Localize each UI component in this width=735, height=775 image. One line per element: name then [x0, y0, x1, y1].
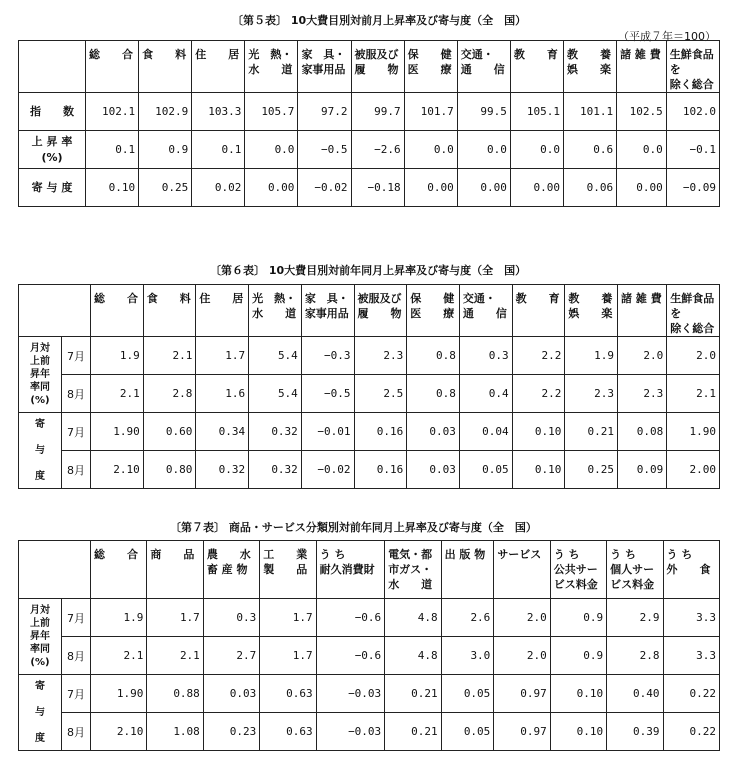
table-cell: 2.1: [91, 637, 147, 675]
table-cell: 0.21: [385, 675, 441, 713]
table-cell: 1.9: [91, 337, 144, 375]
table-cell: 0.21: [565, 413, 618, 451]
table-cell: 0.9: [550, 599, 606, 637]
table-cell: −0.09: [666, 169, 719, 207]
table-cell: 0.10: [512, 413, 565, 451]
table-cell: 2.0: [494, 599, 550, 637]
column-header: サービス: [494, 541, 550, 599]
table-cell: −0.03: [316, 675, 385, 713]
table-cell: 2.10: [91, 713, 147, 751]
table-row: [19, 337, 720, 375]
table-cell: 0.0: [404, 131, 457, 169]
table-cell: 0.60: [143, 413, 196, 451]
table-row: [19, 637, 720, 675]
table-cell: 2.3: [618, 375, 667, 413]
column-header: 光 熱・ 水 道: [245, 41, 298, 93]
table-row: [19, 675, 720, 713]
row-label: 上 昇 率 (%): [19, 131, 86, 169]
table-cell: 0.9: [139, 131, 192, 169]
table-cell: 102.5: [617, 93, 667, 131]
table-cell: 1.7: [260, 599, 316, 637]
column-header: 出 版 物: [441, 541, 494, 599]
table-row: [19, 599, 720, 637]
table-cell: 1.9: [565, 337, 618, 375]
table-cell: 0.39: [607, 713, 663, 751]
column-header: 工 業 製 品: [260, 541, 316, 599]
group-label: 月対 上前 昇年 率同 (%): [19, 337, 62, 413]
column-header: 家 具・ 家事用品: [301, 285, 354, 337]
table-cell: 103.3: [192, 93, 245, 131]
table-cell: 2.8: [607, 637, 663, 675]
table-cell: 2.3: [565, 375, 618, 413]
table-cell: 0.63: [260, 675, 316, 713]
table-cell: −0.6: [316, 637, 385, 675]
table-cell: 1.90: [91, 413, 144, 451]
table-cell: 4.8: [385, 599, 441, 637]
table-row: [19, 93, 720, 131]
table-cell: 2.0: [618, 337, 667, 375]
column-header: 光 熱・ 水 道: [249, 285, 302, 337]
table-cell: 105.1: [510, 93, 563, 131]
column-header: う ち 外 食: [663, 541, 719, 599]
table-cell: 0.16: [354, 413, 407, 451]
group-label: 月対 上前 昇年 率同 (%): [19, 599, 62, 675]
table-cell: 0.8: [407, 375, 460, 413]
table-cell: 0.05: [459, 451, 512, 489]
table-cell: 0.09: [618, 451, 667, 489]
table-cell: 0.32: [249, 451, 302, 489]
table-cell: 0.34: [196, 413, 249, 451]
table-cell: 102.1: [86, 93, 139, 131]
table-cell: 102.0: [666, 93, 719, 131]
table-cell: 1.7: [260, 637, 316, 675]
column-header: 交通・ 通 信: [457, 41, 510, 93]
table-cell: 2.1: [143, 337, 196, 375]
table-cell: 0.21: [385, 713, 441, 751]
corner-cell: [19, 541, 91, 599]
table-cell: 0.10: [550, 675, 606, 713]
table-cell: 0.10: [512, 451, 565, 489]
table-cell: 101.7: [404, 93, 457, 131]
table-row: [19, 131, 720, 169]
table-cell: −0.02: [298, 169, 351, 207]
table-cell: 2.2: [512, 337, 565, 375]
table-cell: 3.0: [441, 637, 494, 675]
table-cell: 1.08: [147, 713, 203, 751]
column-header: 保 健 医 療: [407, 285, 460, 337]
table-cell: 1.90: [91, 675, 147, 713]
row-label: 指 数: [19, 93, 86, 131]
table-cell: 0.05: [441, 713, 494, 751]
column-header: 教 養 娯 楽: [565, 285, 618, 337]
table-cell: 2.1: [91, 375, 144, 413]
table-cell: 101.1: [563, 93, 616, 131]
table-cell: 5.4: [249, 337, 302, 375]
month-label: 8月: [62, 637, 91, 675]
table7-title: 〔第７表〕 商品・サービス分類別対前年同月上昇率及び寄与度（全 国）: [170, 521, 537, 534]
table-row: [19, 713, 720, 751]
table-cell: 0.9: [550, 637, 606, 675]
table-cell: 0.25: [139, 169, 192, 207]
column-header: 諸 雑 費: [617, 41, 667, 93]
table-cell: 3.3: [663, 637, 719, 675]
corner-cell: [19, 285, 91, 337]
column-header: う ち 耐久消費財: [316, 541, 385, 599]
table-cell: 0.10: [550, 713, 606, 751]
table-cell: 0.00: [245, 169, 298, 207]
table-cell: 0.10: [86, 169, 139, 207]
month-label: 7月: [62, 675, 91, 713]
table-cell: 2.0: [494, 637, 550, 675]
table-cell: −0.5: [298, 131, 351, 169]
column-header: 教 養 娯 楽: [563, 41, 616, 93]
table-row: [19, 451, 720, 489]
table-cell: 0.03: [407, 451, 460, 489]
table-cell: 0.22: [663, 713, 719, 751]
table-cell: 99.7: [351, 93, 404, 131]
column-header: 被服及び 履 物: [351, 41, 404, 93]
table6: [18, 284, 720, 489]
column-header: 総 合: [91, 285, 144, 337]
table-cell: 1.90: [667, 413, 720, 451]
table-cell: 0.97: [494, 713, 550, 751]
table-cell: −0.5: [301, 375, 354, 413]
table-row: [19, 375, 720, 413]
table-cell: 0.22: [663, 675, 719, 713]
table-cell: 0.16: [354, 451, 407, 489]
group-label: 寄 与 度: [19, 675, 62, 751]
month-label: 7月: [62, 599, 91, 637]
row-label: 寄 与 度: [19, 169, 86, 207]
table-cell: 5.4: [249, 375, 302, 413]
table-cell: 0.03: [203, 675, 259, 713]
table-cell: 1.6: [196, 375, 249, 413]
table-row: [19, 169, 720, 207]
table-cell: 0.1: [192, 131, 245, 169]
table-cell: 0.02: [192, 169, 245, 207]
column-header: 農 水 畜 産 物: [203, 541, 259, 599]
table-cell: −2.6: [351, 131, 404, 169]
table-cell: 1.9: [91, 599, 147, 637]
table-cell: 97.2: [298, 93, 351, 131]
table-cell: 0.23: [203, 713, 259, 751]
table-cell: 0.32: [196, 451, 249, 489]
table-cell: 1.7: [147, 599, 203, 637]
table-cell: 4.8: [385, 637, 441, 675]
table-cell: −0.3: [301, 337, 354, 375]
column-header: 住 居: [192, 41, 245, 93]
month-label: 7月: [62, 337, 91, 375]
table5-base-note: （平成７年＝100）: [618, 30, 716, 43]
table-cell: 0.00: [404, 169, 457, 207]
table-cell: 0.03: [407, 413, 460, 451]
table-cell: 0.0: [245, 131, 298, 169]
table-cell: 2.00: [667, 451, 720, 489]
month-label: 8月: [62, 713, 91, 751]
table-cell: 0.4: [459, 375, 512, 413]
table-cell: −0.1: [666, 131, 719, 169]
column-header: 食 料: [139, 41, 192, 93]
month-label: 8月: [62, 375, 91, 413]
table-cell: 0.88: [147, 675, 203, 713]
table-cell: 0.80: [143, 451, 196, 489]
table-cell: 2.1: [667, 375, 720, 413]
table-cell: 0.97: [494, 675, 550, 713]
table-cell: 3.3: [663, 599, 719, 637]
table-cell: 0.63: [260, 713, 316, 751]
table-cell: 0.0: [617, 131, 667, 169]
column-header: 家 具・ 家事用品: [298, 41, 351, 93]
table-cell: 0.3: [459, 337, 512, 375]
table-cell: 0.08: [618, 413, 667, 451]
column-header: 教 育: [510, 41, 563, 93]
table7: [18, 540, 720, 751]
table-cell: 0.6: [563, 131, 616, 169]
column-header: 総 合: [86, 41, 139, 93]
table-cell: 2.7: [203, 637, 259, 675]
table-cell: 0.06: [563, 169, 616, 207]
table-cell: −0.01: [301, 413, 354, 451]
month-label: 7月: [62, 413, 91, 451]
table-cell: −0.03: [316, 713, 385, 751]
table-cell: 2.1: [147, 637, 203, 675]
table-cell: 2.9: [607, 599, 663, 637]
table-cell: 0.0: [457, 131, 510, 169]
table-row: [19, 413, 720, 451]
table-cell: 0.00: [457, 169, 510, 207]
column-header: 電気・都 市ガス・ 水 道: [385, 541, 441, 599]
table-cell: 0.05: [441, 675, 494, 713]
table-cell: 0.40: [607, 675, 663, 713]
table-cell: 2.10: [91, 451, 144, 489]
table-cell: 2.5: [354, 375, 407, 413]
table-cell: −0.6: [316, 599, 385, 637]
column-header: 諸 雑 費: [618, 285, 667, 337]
column-header: う ち 個人サー ビス料金: [607, 541, 663, 599]
column-header: う ち 公共サー ビス料金: [550, 541, 606, 599]
table-cell: 2.2: [512, 375, 565, 413]
column-header: 商 品: [147, 541, 203, 599]
table-cell: 0.0: [510, 131, 563, 169]
group-label: 寄 与 度: [19, 413, 62, 489]
table-cell: 0.8: [407, 337, 460, 375]
table-cell: 99.5: [457, 93, 510, 131]
column-header: 住 居: [196, 285, 249, 337]
table-cell: 0.3: [203, 599, 259, 637]
table-cell: 0.25: [565, 451, 618, 489]
corner-cell: [19, 41, 86, 93]
table-cell: 0.04: [459, 413, 512, 451]
column-header: 食 料: [143, 285, 196, 337]
table-cell: 0.00: [510, 169, 563, 207]
table-cell: 2.6: [441, 599, 494, 637]
table-cell: 2.3: [354, 337, 407, 375]
column-header: 総 合: [91, 541, 147, 599]
table5-title: 〔第５表〕 10大費目別対前月上昇率及び寄与度（全 国）: [232, 14, 527, 27]
month-label: 8月: [62, 451, 91, 489]
table-cell: 0.00: [617, 169, 667, 207]
table-cell: 0.32: [249, 413, 302, 451]
column-header: 教 育: [512, 285, 565, 337]
column-header: 保 健 医 療: [404, 41, 457, 93]
column-header: 被服及び 履 物: [354, 285, 407, 337]
column-header: 交通・ 通 信: [459, 285, 512, 337]
table-cell: 2.8: [143, 375, 196, 413]
table-cell: −0.02: [301, 451, 354, 489]
table-cell: 2.0: [667, 337, 720, 375]
table-cell: 1.7: [196, 337, 249, 375]
column-header: 生鮮食品 を 除く総合: [666, 41, 719, 93]
table-cell: 105.7: [245, 93, 298, 131]
table6-title: 〔第６表〕 10大費目別対前年同月上昇率及び寄与度（全 国）: [210, 264, 527, 277]
table-cell: −0.18: [351, 169, 404, 207]
column-header: 生鮮食品 を 除く総合: [667, 285, 720, 337]
table5: [18, 40, 720, 207]
table-cell: 102.9: [139, 93, 192, 131]
table-cell: 0.1: [86, 131, 139, 169]
